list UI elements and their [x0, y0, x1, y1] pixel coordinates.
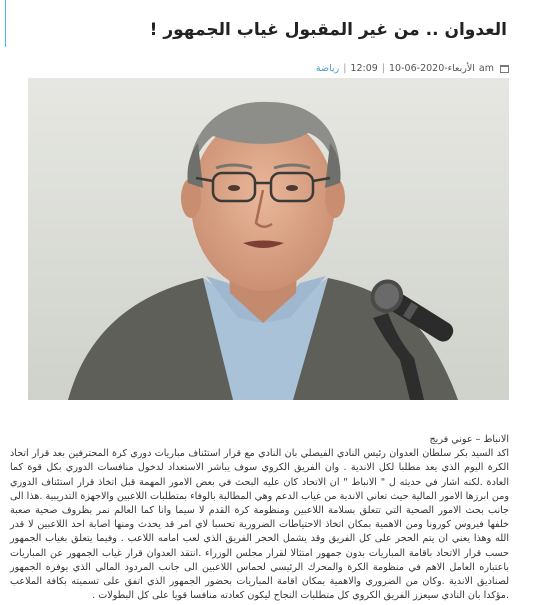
author-prefix: am: [478, 63, 494, 74]
category-link[interactable]: رياضة: [315, 63, 340, 74]
calendar-icon: [500, 65, 509, 73]
article-paragraph: اكد السيد بكر سلطان العدوان رئيس النادي الفيصلي بان النادي مع قرار استئناف مباريات دوري كرة المحترفين بعد قرار اتحاد الكرة اليوم الذي يعد مطلبا لكل الاندية . وان الفريق الكروي سوف يباشر الاستعداد لدخول منافسات الدوري بكل قوة كما العادة .لكنه اشار في حديثه ل " الانباط " ان الاتحاد كان عليه البحث في بعض الامور المهمة قبل اتخاذ قرار استئناف الدوري ومن ابرزها الامور المالية حيث تعاني الاندية من غياب الدعم وهي المطالبة بالوفاء بمتطلبات اللاعبين والاجهزة التدريبية .هذا الى جانب بحث الامور الصحية التي تتعلق بسلامة اللاعبين ومنظومة كرة القدم لا سيما وانا كما العالم نمر بظروف صحية صعبة خلفها فيروس كورونا ومن الاهمية بمكان اتخاذ الاحتياطات الضرورية تحسبا لاي امر قد يحدث ومنها اصابة احد اللاعبين لا قدر الله وهذا يعني ان يتم الحجر على كل الفريق وقد يشمل الحجر الفريق الذي لعب امامه اللاعب . وفيما يتعلق بغياب الجمهور حسب قرار الاتحاد باقامة المباريات بدون جمهور امتثالا لقرار مجلس الوزراء .انتقد العدوان قرار غياب الجمهور عن المباريات باعتباره العامل الاهم في منظومة الكرة والمحرك الرئيسي لحماس اللاعبين الى جانب المردود المالي الذي يوفره الجمهور لصناديق الاندية .وكان من الضروري والاهمية بمكان اقامة المباريات بحضور الجمهور الذي اتفق على تسميته بكافة الملاعب .مؤكدا بان النادي سيعزز الفريق الكروي كل متطلبات النجاح ليكون كعادته منافسا قويا على كل البطولات .: [10, 448, 509, 602]
article-photo: [28, 78, 509, 400]
article-time: 12:09: [350, 63, 378, 74]
speaker-portrait: [28, 78, 509, 400]
article-body: [10, 433, 509, 603]
article-byline: الانباط – عوني فريج: [429, 434, 509, 445]
article-title: العدوان .. من غير المقبول غياب الجمهور !: [149, 20, 507, 40]
article-date: الأربعاء-2020-06-10: [389, 63, 475, 74]
meta-separator: |: [381, 63, 385, 74]
meta-separator: |: [343, 63, 347, 74]
article-meta: [316, 63, 509, 74]
accent-rule: [5, 0, 6, 47]
